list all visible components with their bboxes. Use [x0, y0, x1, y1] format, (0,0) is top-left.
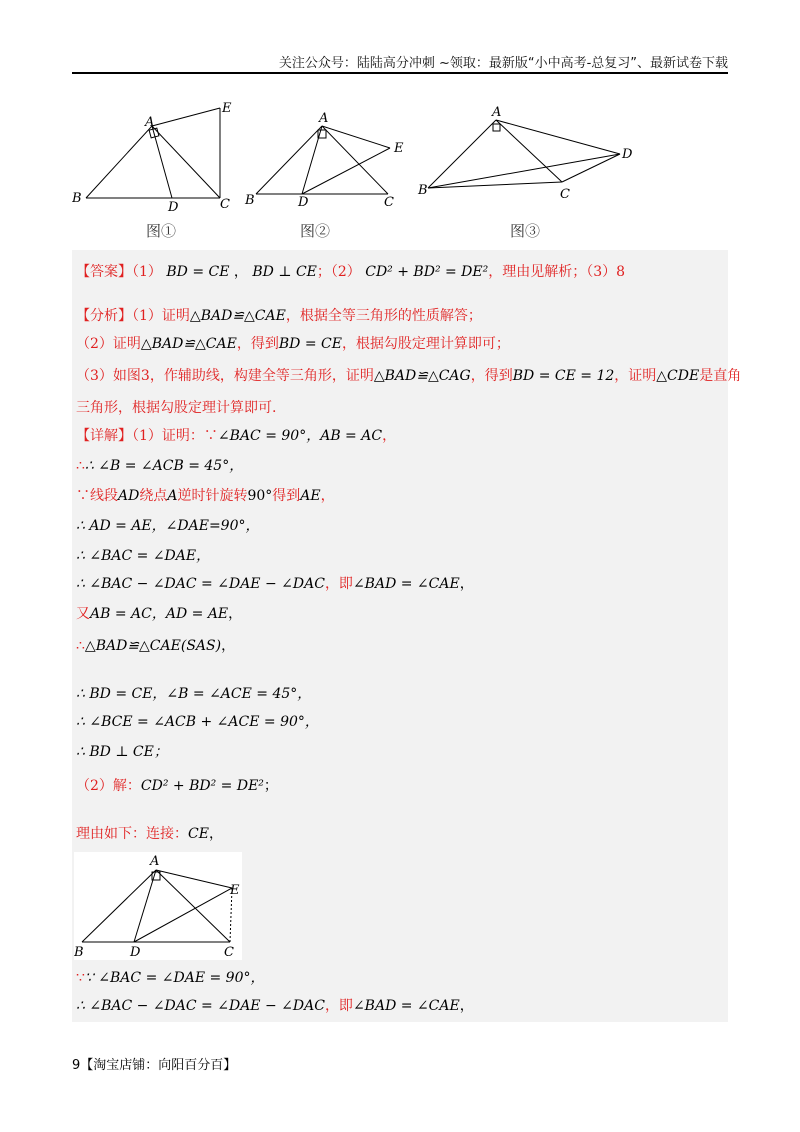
page-header: 关注公众号：陆陆高分冲刺 ~领取：最新版“小中高考-总复习”、最新试卷下载: [278, 56, 728, 71]
fig1-label-b: B: [72, 191, 82, 206]
fig3-label-b: B: [418, 183, 428, 198]
figure-3: [428, 120, 620, 188]
fig2-label-c: C: [384, 195, 394, 210]
detail-line-15: ∴ ∠BAC − ∠DAC = ∠DAE − ∠DAC，即∠BAD = ∠CAE，: [76, 998, 474, 1014]
figure-4: [74, 852, 242, 960]
analysis-line-2: （2）证明△BAD≌△CAE，得到BD = CE，根据勾股定理计算即可；: [76, 336, 510, 352]
detail-line-9: ∴ BD = CE，∠B = ∠ACE = 45°，: [76, 686, 312, 702]
fig1-label-c: C: [220, 197, 230, 212]
detail-line-5: ∴ ∠BAC = ∠DAE，: [76, 548, 211, 564]
fig1-label-d: D: [168, 200, 179, 215]
detail-line-4: ∴ AD = AE，∠DAE=90°，: [76, 518, 260, 534]
fig4-label-b: B: [74, 945, 84, 960]
figure-caption-2: 图②: [300, 222, 331, 240]
figure-caption-3: 图③: [510, 222, 541, 240]
answer-line: 【答案】（1） BD = CE ， BD ⊥ CE；（2） CD² + BD² = DE²，理由见解析；（3）8: [76, 264, 626, 280]
header-rule: [72, 72, 728, 74]
figures-row: [72, 96, 732, 246]
fig4-label-c: C: [224, 945, 234, 960]
analysis-line-1: 【分析】（1）证明△BAD≌△CAE，根据全等三角形的性质解答；: [76, 308, 482, 324]
fig3-label-a: A: [492, 105, 502, 120]
analysis-line-3: （3）如图3，作辅助线，构建全等三角形，证明△BAD≌△CAG，得到BD = CE = 12，证明△CDE是直角: [76, 368, 742, 384]
answer-label: 【答案】: [76, 264, 132, 280]
detail-line-8: ∴△BAD≌△CAE(SAS)，: [76, 638, 236, 654]
detail-line-14: ∵∵ ∠BAC = ∠DAE = 90°，: [76, 970, 265, 986]
fig1-label-a: A: [145, 115, 155, 130]
analysis-line-4: 三角形，根据勾股定理计算即可.: [76, 400, 277, 416]
fig4-label-e: E: [230, 883, 240, 898]
detail-line-10: ∴ ∠BCE = ∠ACB + ∠ACE = 90°，: [76, 714, 319, 730]
fig2-label-e: E: [394, 141, 404, 156]
fig4-label-d: D: [130, 945, 141, 960]
geometry-figure-4: [74, 852, 242, 960]
detail-line-2: ∴∴ ∠B = ∠ACB = 45°，: [76, 458, 244, 474]
detail-line-7: 又AB = AC，AD = AE，: [76, 606, 243, 622]
fig2-label-b: B: [245, 193, 255, 208]
figure-caption-1: 图①: [146, 222, 177, 240]
detail-line-11: ∴ BD ⊥ CE；: [76, 744, 168, 760]
fig2-label-d: D: [298, 195, 309, 210]
fig3-label-d: D: [622, 147, 633, 162]
detail-label: 【详解】: [76, 428, 132, 444]
fig3-label-c: C: [560, 187, 570, 202]
fig4-label-a: A: [150, 854, 160, 869]
fig2-label-a: A: [319, 111, 329, 126]
detail-line-13: 理由如下：连接：CE，: [76, 826, 223, 842]
page-footer: 9【淘宝店铺：向阳百分百】: [72, 1058, 237, 1073]
analysis-label: 【分析】: [76, 308, 132, 324]
figure-2: [256, 126, 390, 194]
detail-line-3: ∵线段AD绕点A逆时针旋转90°得到AE，: [76, 488, 335, 504]
detail-line-12: （2）解：CD² + BD² = DE²；: [76, 778, 278, 794]
fig1-label-e: E: [222, 101, 232, 116]
detail-line-6: ∴ ∠BAC − ∠DAC = ∠DAE − ∠DAC，即∠BAD = ∠CAE，: [76, 576, 474, 592]
detail-line-1: 【详解】（1）证明：∵∠BAC = 90°，AB = AC，: [76, 428, 397, 444]
